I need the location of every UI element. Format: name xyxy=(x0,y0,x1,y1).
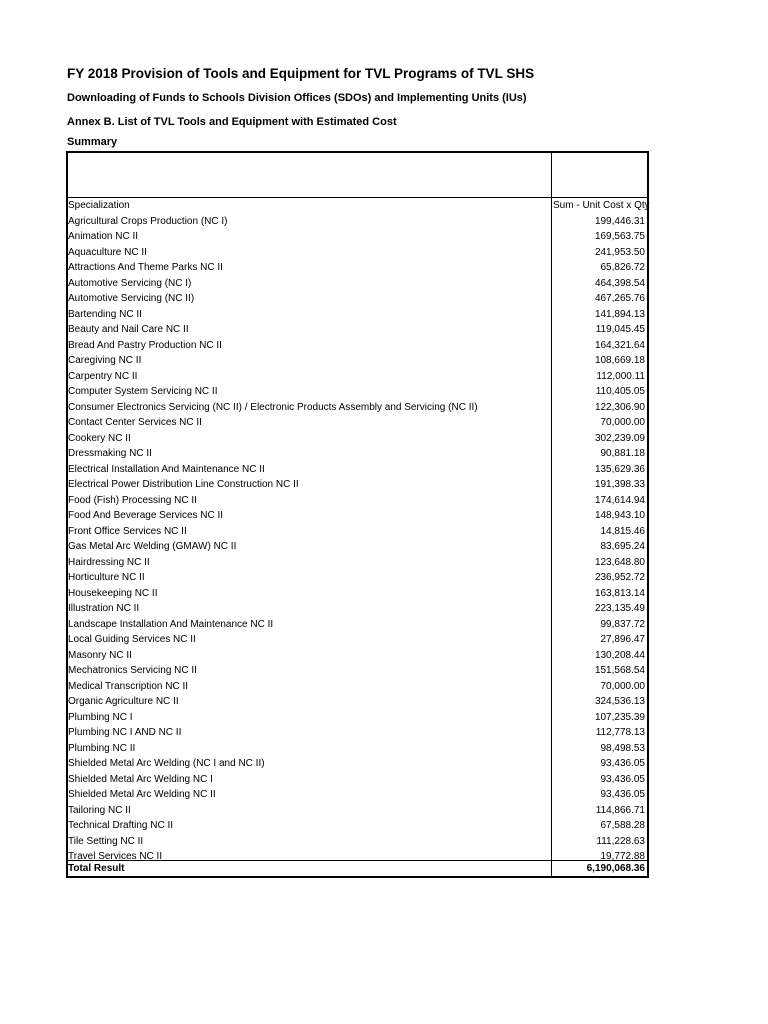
specialization-cell: Dressmaking NC II xyxy=(68,448,152,459)
table-row xyxy=(68,772,647,788)
table-header-blank xyxy=(68,153,647,198)
sum-cell: 119,045.45 xyxy=(595,324,645,335)
table-row xyxy=(68,214,647,230)
table-row xyxy=(68,493,647,509)
document-subtitle: Downloading of Funds to Schools Division Offices (SDOs) and Implementing Units (IUs) xyxy=(67,92,527,104)
sum-cell: 112,778.13 xyxy=(595,727,645,738)
table-row xyxy=(68,384,647,400)
table-row xyxy=(68,245,647,261)
table-row xyxy=(68,322,647,338)
table-row xyxy=(68,710,647,726)
table-row xyxy=(68,679,647,695)
sum-cell: 236,952.72 xyxy=(594,572,645,583)
specialization-cell: Carpentry NC II xyxy=(68,370,138,382)
specialization-cell: Agricultural Crops Production (NC I) xyxy=(68,215,228,227)
table-row xyxy=(68,539,647,555)
sum-cell: 70,000.00 xyxy=(600,680,645,692)
sum-cell: 223,135.49 xyxy=(594,603,645,614)
specialization-cell: Bread And Pastry Production NC II xyxy=(68,339,222,351)
sum-cell: 93,436.05 xyxy=(600,758,645,769)
section-heading: Summary xyxy=(67,136,118,148)
sum-cell: 70,000.00 xyxy=(600,417,645,428)
table-row xyxy=(68,307,647,323)
sum-cell: 148,943.10 xyxy=(594,510,645,521)
total-value: 6,190,068.36 xyxy=(586,863,645,874)
table-row xyxy=(68,834,647,850)
sum-cell: 135,629.36 xyxy=(594,463,645,475)
specialization-cell: Shielded Metal Arc Welding NC I xyxy=(68,773,213,785)
sum-cell: 141,894.13 xyxy=(594,308,645,320)
sum-cell: 241,953.50 xyxy=(594,246,645,258)
sum-cell: 464,398.54 xyxy=(594,277,645,289)
sum-cell: 191,398.33 xyxy=(594,479,645,490)
specialization-cell: Plumbing NC I xyxy=(68,711,133,723)
table-row xyxy=(68,663,647,679)
specialization-cell: Beauty and Nail Care NC II xyxy=(68,324,189,335)
sum-cell: 67,588.28 xyxy=(600,820,645,831)
sum-cell: 99,837.72 xyxy=(600,618,645,630)
specialization-cell: Consumer Electronics Servicing (NC II) / Electronic Products Assembly and Servicing (NC II) xyxy=(68,401,478,413)
specialization-cell: Electrical Power Distribution Line Construction NC II xyxy=(68,479,299,490)
table-row xyxy=(68,756,647,772)
table-row xyxy=(68,555,647,571)
sum-cell: 19,772.88 xyxy=(600,851,645,862)
sum-cell: 324,536.13 xyxy=(594,696,645,707)
sum-cell: 151,568.54 xyxy=(594,665,645,676)
specialization-cell: Horticulture NC II xyxy=(68,572,145,583)
summary-table xyxy=(66,151,649,878)
table-row xyxy=(68,353,647,369)
table-row xyxy=(68,508,647,524)
table-row xyxy=(68,694,647,710)
sum-cell: 14,815.46 xyxy=(600,525,645,537)
sum-cell: 110,405.05 xyxy=(595,386,645,397)
specialization-cell: Shielded Metal Arc Welding NC II xyxy=(68,789,216,800)
sum-cell: 65,826.72 xyxy=(600,262,645,273)
sum-cell: 98,498.53 xyxy=(600,742,645,754)
sum-cell: 123,648.80 xyxy=(594,556,645,568)
specialization-cell: Shielded Metal Arc Welding (NC I and NC II) xyxy=(68,758,265,769)
specialization-cell: Travel Services NC II xyxy=(68,851,163,862)
column-header-sum: Sum - Unit Cost x Qty xyxy=(553,200,650,211)
table-row xyxy=(68,291,647,307)
table-row xyxy=(68,276,647,292)
specialization-cell: Aquaculture NC II xyxy=(68,246,147,258)
specialization-cell: Local Guiding Services NC II xyxy=(68,634,196,645)
table-row xyxy=(68,431,647,447)
table-row xyxy=(68,570,647,586)
sum-cell: 107,235.39 xyxy=(594,711,645,723)
table-row xyxy=(68,415,647,431)
total-row xyxy=(68,860,647,876)
sum-cell: 130,208.44 xyxy=(594,649,645,661)
specialization-cell: Bartending NC II xyxy=(68,308,142,320)
sum-cell: 122,306.90 xyxy=(594,401,645,413)
table-row xyxy=(68,586,647,602)
specialization-cell: Gas Metal Arc Welding (GMAW) NC II xyxy=(68,541,237,552)
table-row xyxy=(68,818,647,834)
table-row xyxy=(68,787,647,803)
specialization-cell: Hairdressing NC II xyxy=(68,556,150,568)
specialization-cell: Attractions And Theme Parks NC II xyxy=(68,262,223,273)
sum-cell: 164,321.64 xyxy=(594,339,645,351)
table-row xyxy=(68,229,647,245)
specialization-cell: Medical Transcription NC II xyxy=(68,680,189,692)
table-body xyxy=(68,198,650,865)
table-row xyxy=(68,260,647,276)
specialization-cell: Computer System Servicing NC II xyxy=(68,386,218,397)
sum-cell: 93,436.05 xyxy=(600,773,645,785)
sum-cell: 302,239.09 xyxy=(594,432,645,444)
table-row xyxy=(68,741,647,757)
specialization-cell: Automotive Servicing (NC I) xyxy=(68,277,192,289)
specialization-cell: Tailoring NC II xyxy=(68,804,131,816)
specialization-cell: Landscape Installation And Maintenance NC II xyxy=(68,618,274,630)
sum-cell: 83,695.24 xyxy=(600,541,645,552)
column-header-specialization: Specialization xyxy=(68,200,130,211)
specialization-cell: Housekeeping NC II xyxy=(68,587,158,599)
sum-cell: 90,881.18 xyxy=(600,448,645,459)
specialization-cell: Tile Setting NC II xyxy=(68,835,144,847)
sum-cell: 114,866.71 xyxy=(595,804,645,816)
table-row xyxy=(68,462,647,478)
specialization-cell: Illustration NC II xyxy=(68,603,140,614)
annex-heading: Annex B. List of TVL Tools and Equipment with Estimated Cost xyxy=(67,116,397,128)
sum-cell: 467,265.76 xyxy=(594,293,645,304)
sum-cell: 199,446.31 xyxy=(594,215,645,227)
specialization-cell: Technical Drafting NC II xyxy=(68,820,174,831)
specialization-cell: Food And Beverage Services NC II xyxy=(68,510,224,521)
table-row xyxy=(68,446,647,462)
sum-cell: 111,228.63 xyxy=(596,835,645,847)
specialization-cell: Automotive Servicing (NC II) xyxy=(68,293,195,304)
table-row xyxy=(68,632,647,648)
table-row xyxy=(68,803,647,819)
table-row xyxy=(68,617,647,633)
sum-cell: 169,563.75 xyxy=(594,231,645,242)
specialization-cell: Mechatronics Servicing NC II xyxy=(68,665,197,676)
document-title: FY 2018 Provision of Tools and Equipment for TVL Programs of TVL SHS xyxy=(67,66,535,81)
table-row xyxy=(68,369,647,385)
specialization-cell: Contact Center Services NC II xyxy=(68,417,202,428)
specialization-cell: Food (Fish) Processing NC II xyxy=(68,494,197,506)
table-row xyxy=(68,524,647,540)
sum-cell: 27,896.47 xyxy=(600,634,645,645)
sum-cell: 108,669.18 xyxy=(594,355,645,366)
specialization-cell: Plumbing NC II xyxy=(68,742,136,754)
specialization-cell: Caregiving NC II xyxy=(68,355,142,366)
sum-cell: 174,614.94 xyxy=(594,494,645,506)
specialization-cell: Masonry NC II xyxy=(68,649,132,661)
table-header-row xyxy=(68,198,650,214)
table-row xyxy=(68,725,647,741)
table-row xyxy=(68,648,647,664)
specialization-cell: Electrical Installation And Maintenance NC II xyxy=(68,463,265,475)
table-row xyxy=(68,477,647,493)
sum-cell: 112,000.11 xyxy=(596,370,645,382)
table-row xyxy=(68,601,647,617)
specialization-cell: Plumbing NC I AND NC II xyxy=(68,727,182,738)
specialization-cell: Animation NC II xyxy=(68,231,139,242)
sum-cell: 163,813.14 xyxy=(594,587,645,599)
sum-cell: 93,436.05 xyxy=(600,789,645,800)
table-row xyxy=(68,338,647,354)
specialization-cell: Organic Agriculture NC II xyxy=(68,696,179,707)
total-label: Total Result xyxy=(68,863,125,874)
specialization-cell: Front Office Services NC II xyxy=(68,525,187,537)
table-row xyxy=(68,400,647,416)
specialization-cell: Cookery NC II xyxy=(68,432,131,444)
